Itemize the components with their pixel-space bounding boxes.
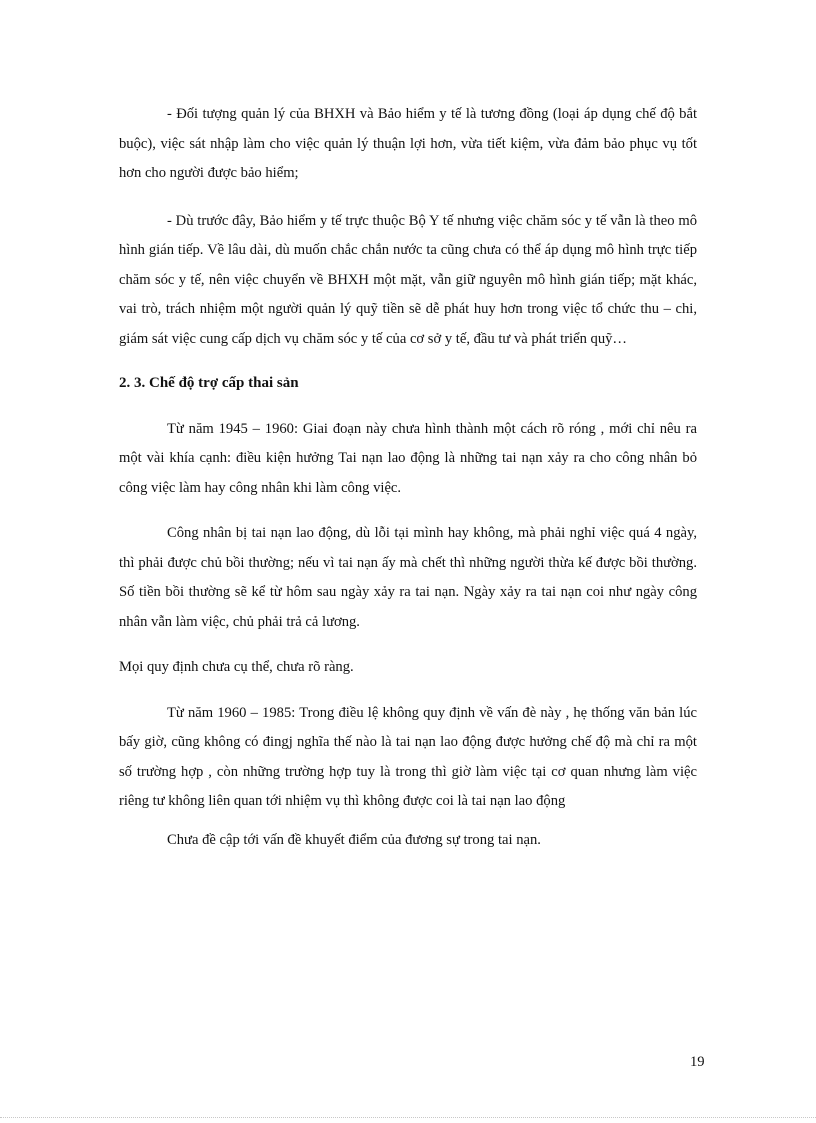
footer-divider xyxy=(0,1117,816,1118)
paragraph-regulations-unclear: Mọi quy định chưa cụ thể, chưa rõ ràng. xyxy=(119,659,354,675)
paragraph-management-subject: - Đối tượng quản lý của BHXH và Bảo hiểm y tế là tương đồng (loại áp dụng chế độ bắt buộc), việc sát nhập làm cho việc quản lý thuận lợi hơn, vừa tiết kiệm, vừa đảm bảo phục vụ tốt hơn cho người được bảo hiểm; xyxy=(119,106,697,181)
paragraph-health-insurance-model: - Dù trước đây, Bảo hiểm y tế trực thuộc Bộ Y tế nhưng việc chăm sóc y tế vẫn là theo mô hình gián tiếp. Về lâu dài, dù muốn chắc chắn nước ta cũng chưa có thể áp dụng mô hình trực tiếp chăm sóc y tế, nên việc chuyển về BHXH một mặt, vẫn giữ nguyên mô hình gián tiếp; mặt khác, vai trò, trách nhiệm một người quản lý quỹ tiền sẽ dễ phát huy hơn trong việc tổ chức thu – chi, giám sát việc cung cấp dịch vụ chăm sóc y tế của cơ sở y tế, đầu tư và phát triển quỹ… xyxy=(119,212,697,347)
paragraph-compensation: Công nhân bị tai nạn lao động, dù lỗi tại mình hay không, mà phải nghỉ việc quá 4 ngày, thì phải được chủ bồi thường; nếu vì tai nạn ấy mà chết thì những người thừa kế được bồi thường. Số tiền bồi thường sẽ kể từ hôm sau ngày xảy ra tai nạn. Ngày xảy ra tai nạn coi như ngày công nhân vẫn làm việc, chủ phải trả cả lương. xyxy=(119,525,697,630)
paragraph-fault-not-mentioned: Chưa đề cập tới vấn đề khuyết điểm của đương sự trong tai nạn. xyxy=(167,831,541,848)
page-content xyxy=(119,100,697,855)
page-number: 19 xyxy=(690,1054,705,1070)
paragraph-1960-1985: Từ năm 1960 – 1985: Trong điều lệ không quy định về vấn đè này , hẹ thống văn bản lúc bấy giờ, cũng không có đingj nghĩa thế nào là tai nạn lao động được hưởng chế độ mà chỉ ra một số trường hợp , còn những trường hợp tuy là trong thì giờ làm việc tại cơ quan nhưng làm việc riêng tư không liên quan tới nhiệm vụ thì không được coi là tai nạn lao động xyxy=(119,704,697,809)
paragraph-1945-1960: Từ năm 1945 – 1960: Giai đoạn này chưa hình thành một cách rõ róng , mới chỉ nêu ra một vài khía cạnh: điều kiện hưởng Tai nạn lao động là những tai nạn xảy ra cho công nhân bỏ công việc làm hay công nhân khi làm công việc. xyxy=(119,420,697,496)
section-heading: 2. 3. Chế độ trợ cấp thai sản xyxy=(119,375,299,391)
